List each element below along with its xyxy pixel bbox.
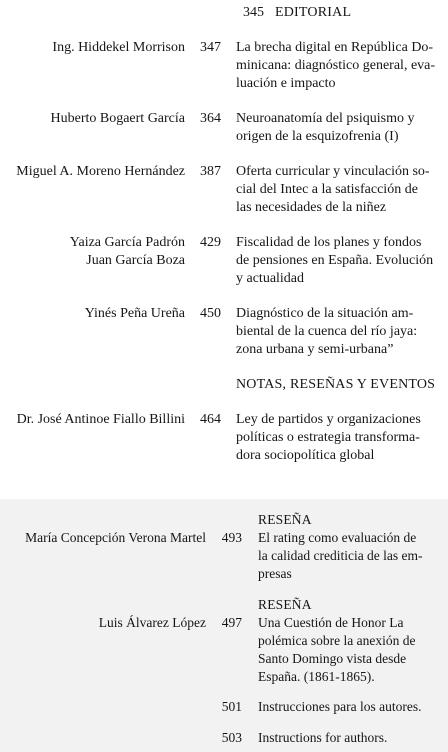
article-title-line: de pensiones en España. Evolución [236, 253, 434, 268]
article-title-line: Diagnóstico de la situación am- [236, 306, 414, 321]
instructions-title: Instructions for authors. [258, 730, 388, 745]
article-title-line: presas [258, 566, 292, 581]
page-number: 464 [200, 412, 221, 427]
resena-label: RESEÑA [258, 512, 312, 527]
author-name: María Concepción Verona Martel [25, 530, 206, 545]
page-number: 501 [221, 699, 242, 714]
article-title-line: minicana: diagnóstico general, eva- [236, 58, 436, 73]
article-title-line: El rating como evaluación de [258, 530, 417, 545]
article-title-line: y actualidad [236, 271, 305, 286]
article-title-line: cial del Intec a la satisfacción de [236, 182, 418, 197]
author-name: Dr. José Antinoe Fiallo Billini [16, 412, 185, 427]
notas-section-heading: NOTAS, RESEÑAS Y EVENTOS [236, 377, 436, 392]
page-number: 493 [221, 530, 242, 545]
author-name: Yinés Peña Ureña [84, 306, 185, 321]
instructions-title: Instrucciones para los autores. [258, 699, 422, 714]
author-name: Miguel A. Moreno Hernández [16, 164, 185, 179]
article-title-line: polémica sobre la anexión de [258, 633, 416, 648]
article-title-line: zona urbana y semi-urbana” [236, 342, 394, 357]
page-number: 503 [221, 730, 242, 745]
page-number: 450 [200, 306, 221, 321]
editorial-heading: EDITORIAL [275, 5, 352, 20]
article-title-line: Neuroanatomía del psiquismo y [236, 111, 415, 126]
toc-bottom-section [0, 499, 448, 752]
author-name: Juan García Boza [86, 253, 185, 268]
article-title-line: políticas o estrategia transforma- [236, 430, 420, 445]
editorial-page-number: 345 [243, 5, 264, 20]
page-number: 364 [200, 111, 221, 126]
article-title-line: Ley de partidos y organizaciones [236, 412, 421, 427]
article-title-line: Santo Domingo vista desde [258, 651, 407, 666]
article-title-line: Oferta curricular y vinculación so- [236, 164, 430, 179]
article-title-line: luación e impacto [236, 76, 336, 91]
article-title-line: origen de la esquizofrenia (I) [236, 129, 399, 144]
page-number: 387 [200, 164, 221, 179]
author-name: Ing. Hiddekel Morrison [52, 40, 185, 55]
author-name: Yaiza García Padrón [69, 235, 185, 250]
article-title-line: biental de la cuenca del río jaya: [236, 324, 418, 339]
article-title-line: las necesidades de la niñez [236, 200, 387, 215]
article-title-line: La brecha digital en República Do- [236, 40, 434, 55]
page-number: 347 [200, 40, 221, 55]
article-title-line: Una Cuestión de Honor La [258, 615, 404, 630]
article-title-line: dora sociopolítica global [236, 448, 375, 463]
page-number: 497 [221, 615, 242, 630]
article-title-line: la calidad crediticia de las em- [258, 548, 423, 563]
page-number: 429 [200, 235, 221, 250]
author-name: Huberto Bogaert García [50, 111, 185, 126]
resena-label: RESEÑA [258, 597, 312, 612]
article-title-line: España. (1861-1865). [258, 669, 375, 684]
article-title-line: Fiscalidad de los planes y fondos [236, 235, 422, 250]
author-name: Luis Álvarez López [98, 615, 206, 630]
